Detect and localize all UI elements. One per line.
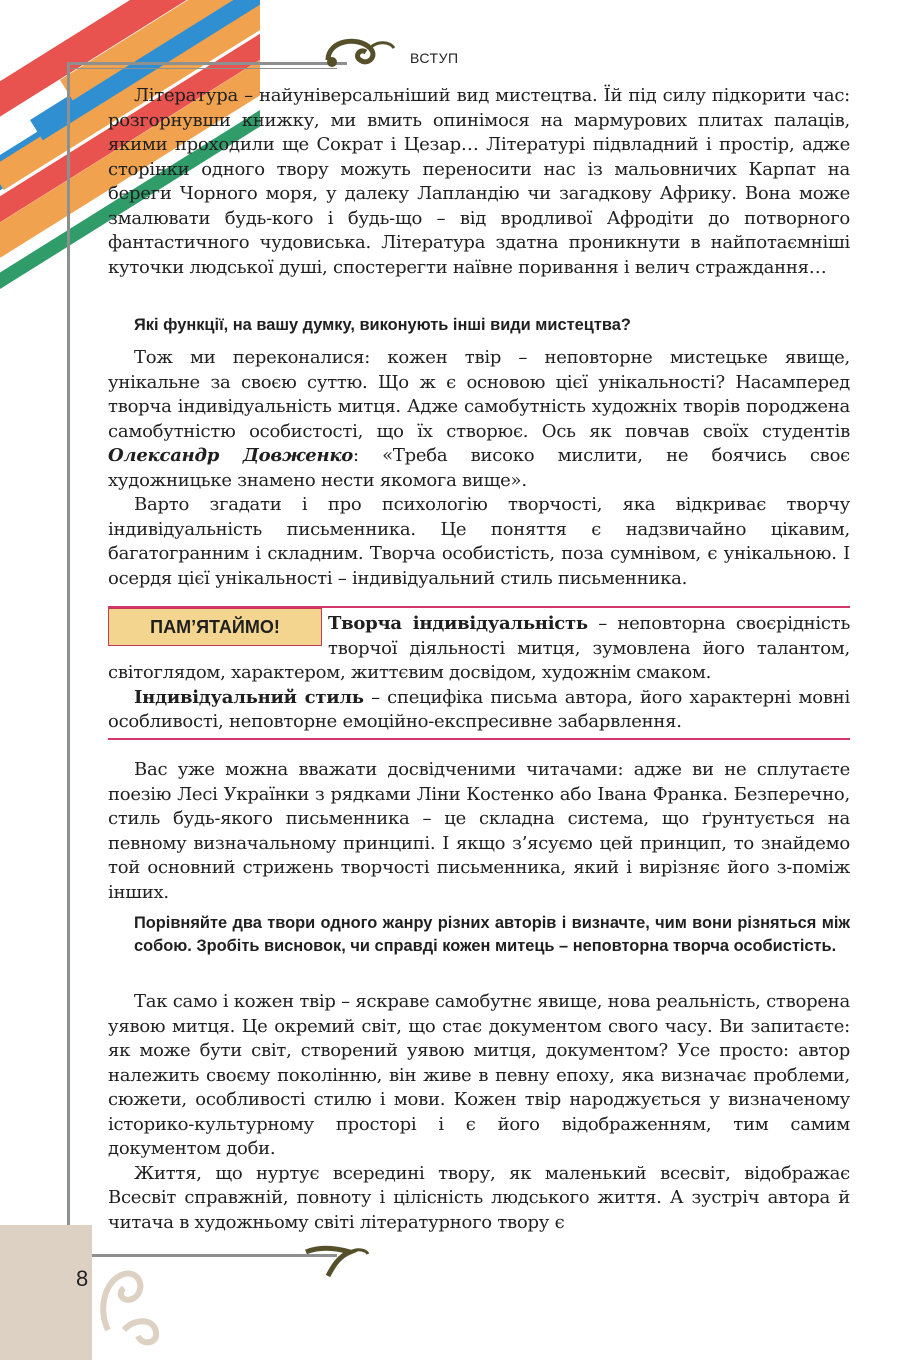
definition <box>108 612 850 686</box>
definition-term: Індивідуальний стиль <box>134 686 364 708</box>
question-text: Порівняйте два твори одного жанру різних авторів і визначте, чим вони різняться між собою. Зробіть висновок, чи справді кожен митець – неповторна творча особистість. <box>134 914 850 955</box>
flourish-ornament-icon <box>318 30 396 74</box>
author-name: Олександр Довженко <box>108 445 354 466</box>
frame-top-rule-thin <box>67 68 337 69</box>
definitions-block <box>108 612 850 735</box>
question-block-1 <box>108 314 850 337</box>
text-block-1 <box>108 84 850 280</box>
text-block-2 <box>108 346 850 591</box>
page-number: 8 <box>76 1266 89 1291</box>
paragraph <box>108 346 850 493</box>
remember-bottom-rule <box>108 738 850 740</box>
text-block-4 <box>108 990 850 1235</box>
paragraph: Так само і кожен твір – яскраве самобутнє явище, нова реальність, створена уявою митця. Це окремий світ, що стає документом свого часу. Ви запитаєте: як може бути світ, створений уявою митця, документом? Усе просто: автор належить своєму поколінню, він живе в певну епоху, яка визначає проблеми, сюжети, особливості стилю і мови. Кожен твір народжується у визначеному історико-культурному просторі і є його відображенням, тим самим документом доби. <box>108 991 851 1159</box>
section-header: ВСТУП <box>410 50 459 66</box>
definition-text: – специфіка письма автора, його характерні мовні особливості, неповторне емоційно-експресивне забарвлення. <box>108 686 850 732</box>
frame-top-rule <box>67 62 347 65</box>
paragraph: Вас уже можна вважати досвідченими читачами: адже ви не сплутаєте поезію Лесі Українки з рядками Ліни Костенко або Івана Франка. Безперечно, стиль будь-якого письменника – це складна система, що ґрунтується на певному визначальному принципі. І якщо з’ясуємо цей принцип, то знайдемо той основний стрижень творчості письменника, який і вирізняє його з-поміж інших. <box>108 759 850 903</box>
paragraph-text: : «Треба високо мислити, не боячись своє художницьке знамено нести якомога вище». <box>108 445 850 491</box>
definition-text: – неповторна своєрідність творчої діяльності митця, зумовлена його талантом, світоглядом, характером, життєвим досвідом, художнім смаком. <box>108 613 850 683</box>
paragraph-text: Тож ми переконалися: кожен твір – неповторне мистецьке явище, унікальне за своєю суттю. Що ж є основою цієї унікальності? Насамперед творча індивідуальність митця. Адже самобутність художніх творів породжена самобутністю особистості, що їх створює. Ось як повчав своїх студентів <box>108 347 850 442</box>
frame-left-rule <box>67 62 70 1258</box>
definition-term: Творча індивідуальність <box>328 613 588 634</box>
remember-badge: ПАМ’ЯТАЙМО! <box>108 608 322 646</box>
question-text: Які функції, на вашу думку, виконують інші види мистецтва? <box>134 316 631 334</box>
badge-spacer <box>108 612 328 660</box>
paragraph: Життя, що нуртує всередині твору, як маленький всесвіт, відображає Всесвіт справжній, повноту і цілісність людського життя. А зустріч автора й читача в художньому світі літературного твору є <box>108 1162 850 1233</box>
frame-bottom-rule <box>67 1254 337 1257</box>
swirl-ornament-icon <box>94 1260 164 1350</box>
question-block-2 <box>108 912 850 957</box>
paragraph: Варто згадати і про психологію творчості, яка відкриває творчу індивідуальність письменника. Це поняття є надзвичайно цікавим, багатогранним і складним. Творча особистість, поза сумнівом, є унікальною. І осердя цієї унікальності – індивідуальний стиль письменника. <box>108 494 850 589</box>
text-block-3 <box>108 758 850 905</box>
definition <box>108 686 850 735</box>
margin-block <box>0 1225 92 1360</box>
flourish-ornament-icon <box>300 1238 370 1282</box>
paragraph: Література – найуніверсальніший вид мистецтва. Їй під силу підкорити час: розгорнувши книжку, ми вмить опинімося на мармурових плитах палаців, якими проходили ще Сократ і Цезар… Літературі підвладний і простір, адже сторінки одного твору можуть переносити нас із мальовничих Карпат на береги Чорного моря, у далеку Лапландію чи загадкову Африку. Вона може змалювати будь-кого і будь-що – від вродливої Афродіти до потворного фантастичного чудовиська. Література здатна проникнути в найпотаємніші куточки людської душі, спостерегти наївне поривання і велич страждання… <box>108 85 850 278</box>
